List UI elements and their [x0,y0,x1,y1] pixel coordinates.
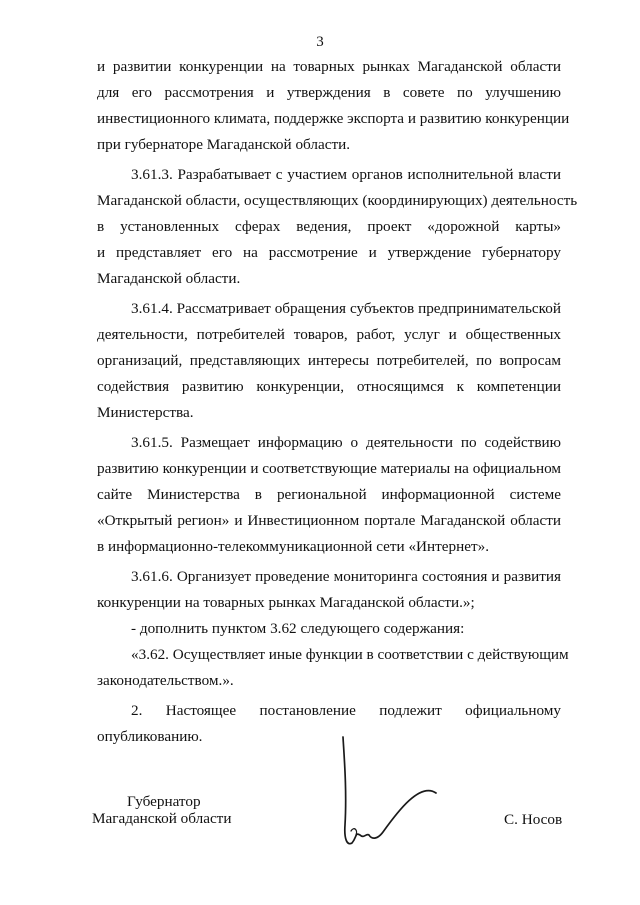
body-line: содействия развитию конкуренции, относящимся к компетенции [97,378,561,395]
body-line: 3.61.6. Организует проведение мониторинга состояния и развития [131,568,561,585]
signatory-title-line1: Губернатор [127,793,201,810]
body-line: и представляет его на рассмотрение и утверждение губернатору [97,244,561,261]
body-line: «Открытый регион» и Инвестиционном портале Магаданской области [97,512,561,529]
body-line: при губернаторе Магаданской области. [97,136,351,153]
body-line: Магаданской области. [97,270,241,287]
signatory-name: С. Носов [504,811,563,828]
handwritten-signature [335,735,445,850]
body-line: 3.61.4. Рассматривает обращения субъектов предпринимательской [131,300,561,317]
body-line: в установленных сферах ведения, проект «дорожной карты» [97,218,561,235]
body-line: конкуренции на товарных рынках Магаданской области.»; [97,594,475,611]
body-line: 3.61.5. Размещает информацию о деятельности по содействию [131,434,561,451]
body-line: Министерства. [97,404,194,421]
body-line: деятельности, потребителей товаров, работ, услуг и общественных [97,326,561,343]
signatory-title-line2: Магаданской области [92,810,232,827]
page-number: 3 [316,34,324,50]
body-line: законодательством.». [97,672,234,689]
body-line: и развитии конкуренции на товарных рынках Магаданской области [97,58,561,75]
body-line: - дополнить пунктом 3.62 следующего содержания: [131,620,465,637]
body-line: 3.61.3. Разрабатывает с участием органов исполнительной власти [131,166,561,183]
body-line: сайте Министерства в региональной информационной системе [97,486,561,503]
body-line: организаций, представляющих интересы потребителей, по вопросам [97,352,561,369]
body-line: 2. Настоящее постановление подлежит официальному [131,702,561,719]
body-line: инвестиционного климата, поддержке экспорта и развитию конкуренции [97,110,570,127]
body-line: «3.62. Осуществляет иные функции в соответствии с действующим [131,646,569,663]
body-line: в информационно-телекоммуникационной сети «Интернет». [97,538,490,555]
body-line: развитию конкуренции и соответствующие материалы на официальном [97,460,561,477]
body-line: опубликованию. [97,728,203,745]
body-line: для его рассмотрения и утверждения в совете по улучшению [97,84,561,101]
body-line: Магаданской области, осуществляющих (координирующих) деятельность [97,192,578,209]
